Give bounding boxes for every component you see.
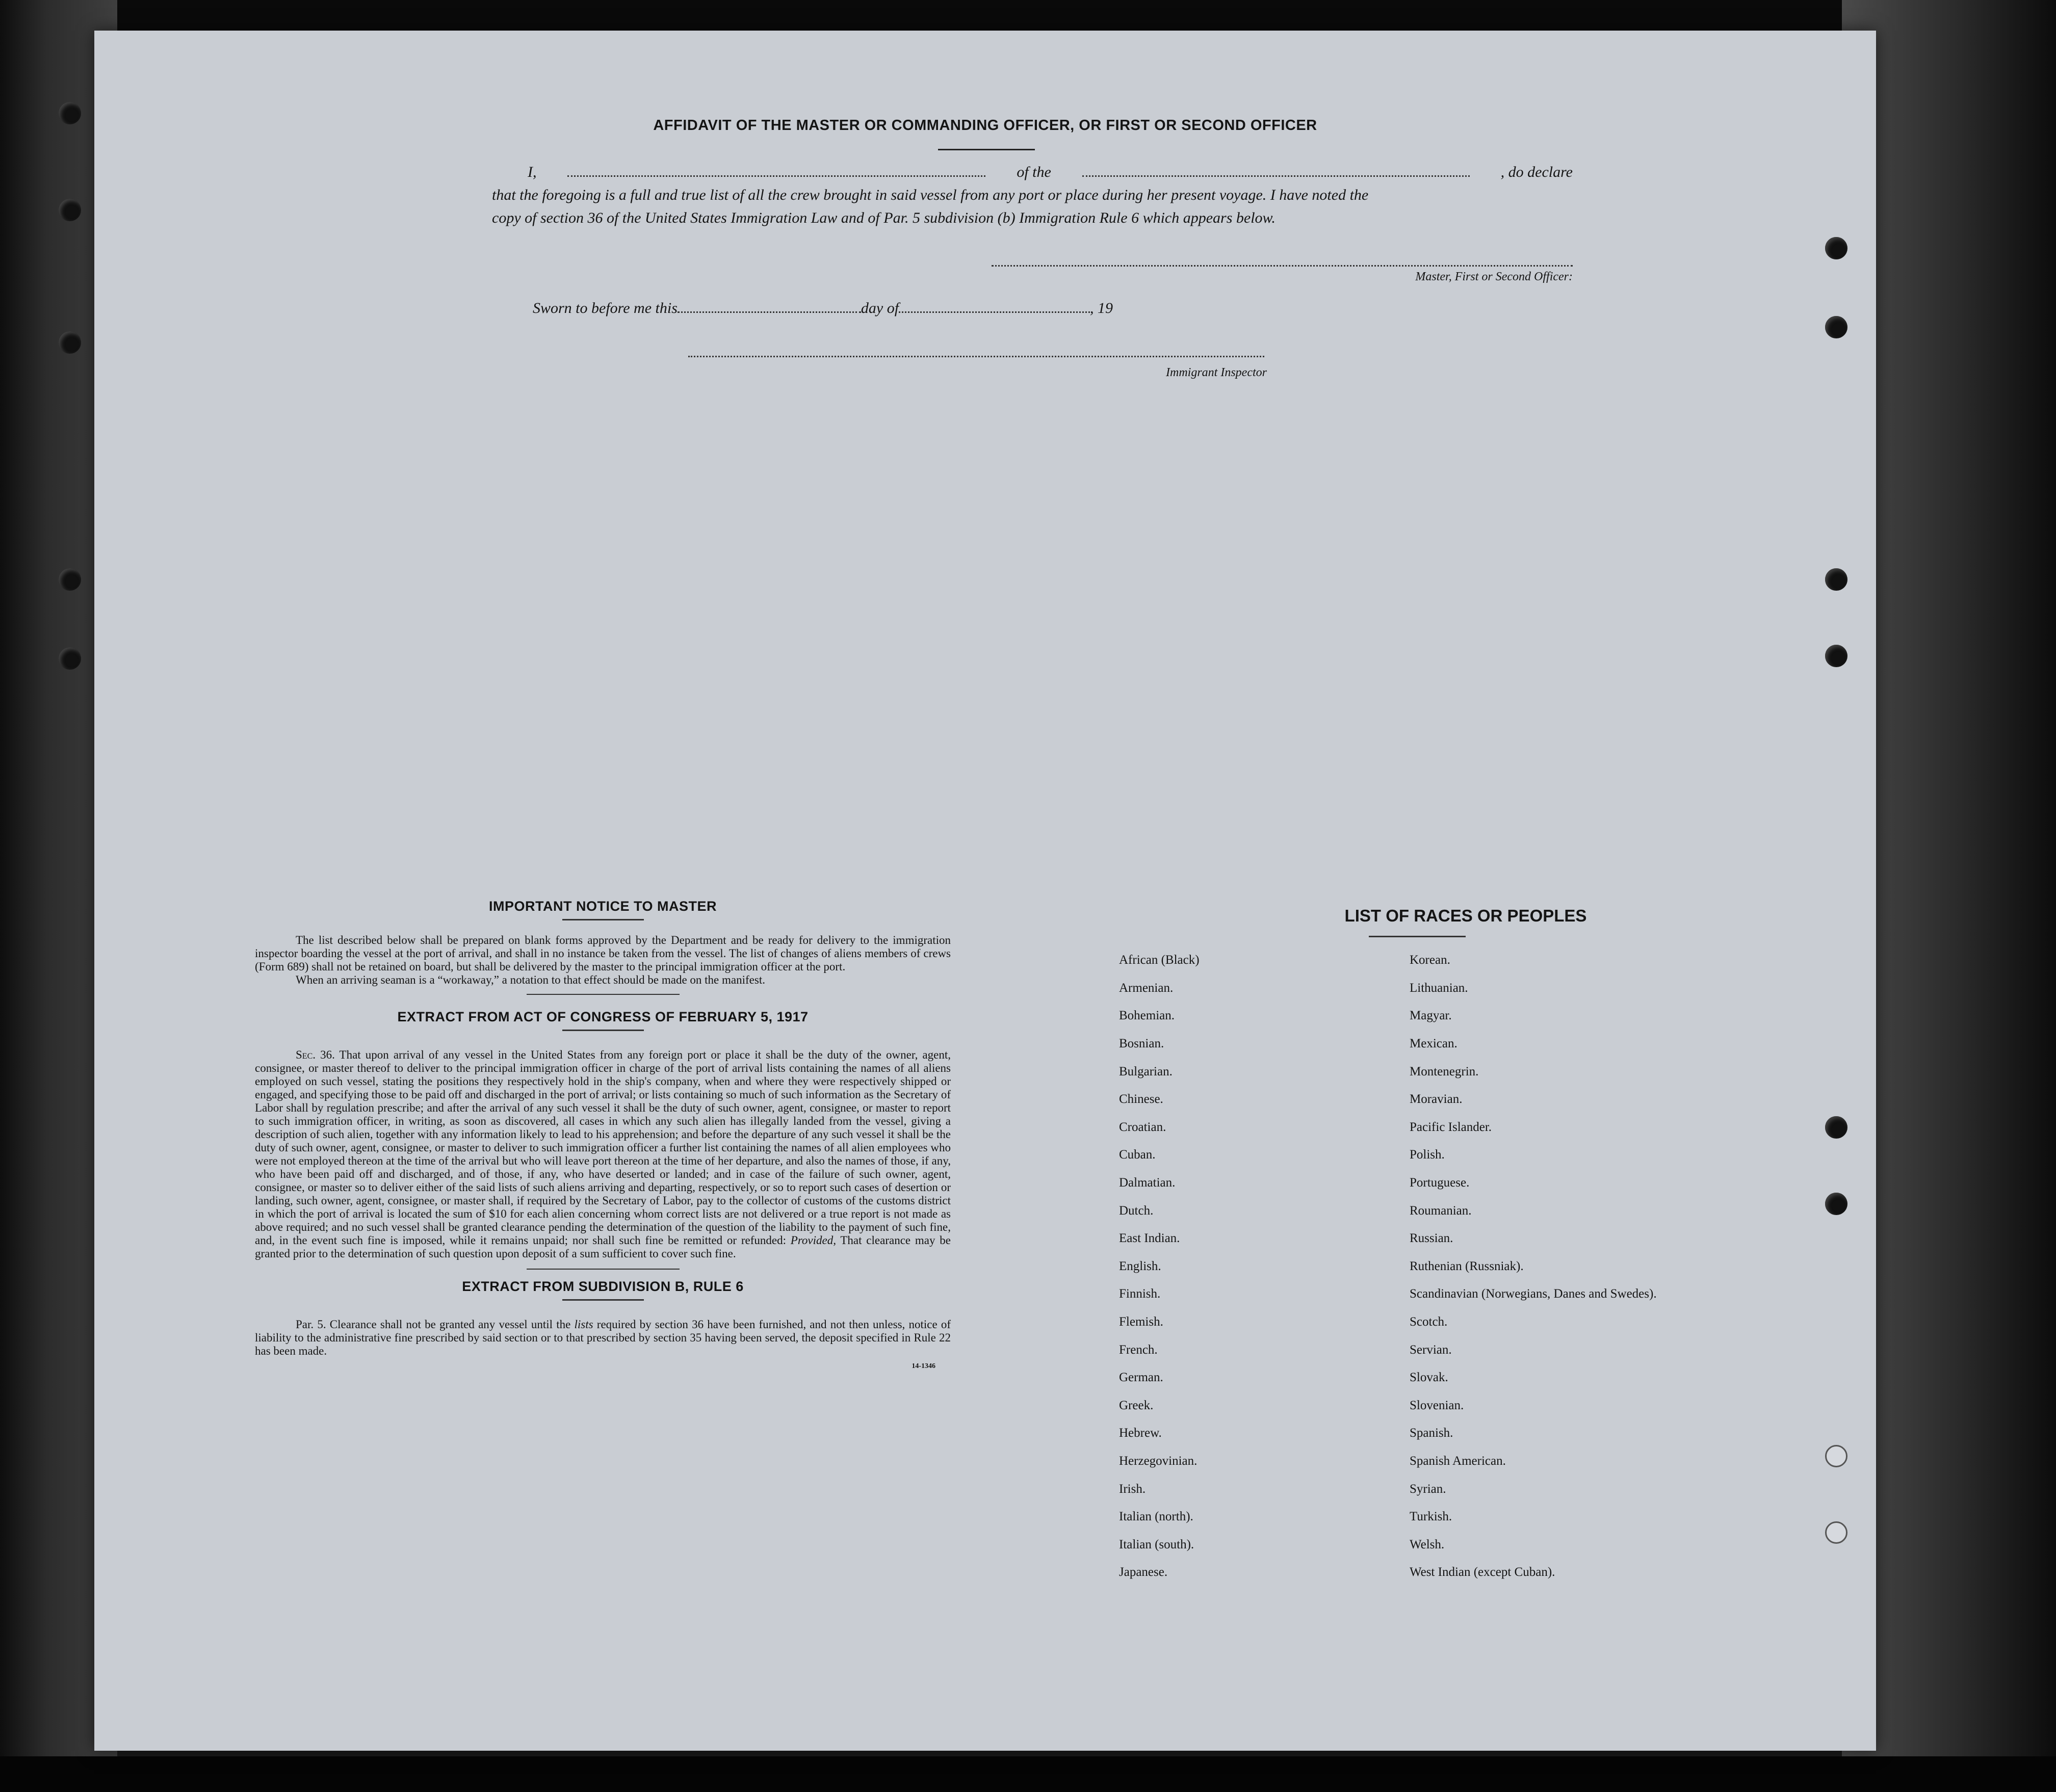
race-item: Moravian. [1410,1092,1463,1106]
race-row [1119,1197,1736,1225]
race-row [1119,1559,1736,1587]
notice-paragraph-2: When an arriving seaman is a “workaway,” a notation to that effect should be made on the manifest. [296,973,765,986]
race-item: Herzegovinian. [1119,1454,1198,1468]
affidavit-title: AFFIDAVIT OF THE MASTER OR COMMANDING OFFICER, OR FIRST OR SECOND OFFICER [653,117,1317,134]
rule6-body-start: Par. 5. Clearance shall not be granted any vessel until the [296,1318,571,1331]
notice-paragraph-1: The list described below shall be prepared on blank forms approved by the Department and be ready for delivery to the immigration inspector boarding the vessel at the port of arrival, and shall in no instance be taken from the vessel. The list of changes of aliens members of crews (Form 689) shall not be retained on board, but shall be delivered by the master to the principal immigration officer at the port. [255,934,951,973]
race-item: Slovenian. [1410,1398,1464,1412]
race-item: Lithuanian. [1410,981,1468,995]
race-row [1119,974,1736,1003]
race-row [1119,1503,1736,1531]
race-item: Spanish American. [1410,1454,1506,1468]
punch-hole [1825,645,1847,667]
race-item: African (Black) [1119,953,1200,967]
race-item: West Indian (except Cuban). [1410,1565,1555,1579]
race-item: Dutch. [1119,1203,1154,1218]
act-title: EXTRACT FROM ACT OF CONGRESS OF FEBRUARY 5, 1917 [397,1009,809,1024]
race-item: Scandinavian (Norwegians, Danes and Swedes). [1410,1287,1657,1301]
punch-hole [1825,1116,1847,1139]
affidavit-body [492,161,1573,229]
inspector-signature-line [688,356,1264,357]
punch-hole [1825,1445,1847,1467]
affidavit-i-label: I, [528,164,537,180]
punch-hole [59,568,81,591]
inspector-label: Immigrant Inspector [1166,366,1267,379]
notice-column [255,900,951,1373]
title-underline [938,149,1035,150]
race-item: Portuguese. [1410,1176,1470,1190]
race-row [1119,946,1736,974]
divider [527,994,680,995]
race-item: Finnish. [1119,1287,1161,1301]
race-item: Slovak. [1410,1371,1448,1385]
scan-background-bottom [0,1756,2056,1792]
race-item: Greek. [1119,1398,1154,1412]
race-item: East Indian. [1119,1231,1180,1246]
rule6-paragraph [255,1318,951,1358]
race-item: Ruthenian (Russniak). [1410,1259,1524,1273]
punch-hole [1825,1521,1847,1544]
race-item: Spanish. [1410,1426,1453,1440]
race-item: Magyar. [1410,1009,1452,1023]
race-row [1119,1030,1736,1058]
punch-hole [59,102,81,124]
race-row [1119,1447,1736,1475]
race-row [1119,1364,1736,1392]
form-number: 14-1346 [912,1362,935,1370]
race-row [1119,1475,1736,1503]
act-body-end: That clearance may be granted prior to the determination of such question upon deposit of a sum sufficient to cover such fine. [255,1234,951,1260]
notice-title: IMPORTANT NOTICE TO MASTER [489,899,717,914]
sworn-day-blank [678,311,861,313]
vessel-blank [1082,175,1470,177]
document-page [94,31,1876,1751]
affidavit-line-1 [492,161,1573,183]
act-body: That upon arrival of any vessel in the United States from any foreign port or place it shall be the duty of the owner, agent, consignee, or master thereof to deliver to the principal immigration officer in charge of the port of arrival lists containing the names of all aliens employed on such vessel, stating the positions they respectively hold in the ship's company, when and where they were respectively shipped or engaged, and specifying those to be paid off and discharged in the port of arrival; or lists containing so much of such information as the Secretary of Labor shall by regulation prescribe; and after the arrival of any such vessel it shall be the duty of such owner, agent, consignee, or master to report to such immigration officer, in writing, as soon as discovered, all cases in which any such alien has illegally landed from the vessel, giving a description of such alien, together with any information likely to lead to his apprehension; and before the departure of any such vessel it shall be the duty of such owner, agent, consignee, or master to deliver to such immigration officer a further list containing the names of all alien employees who were not employed thereon at the time of the arrival but who will leave port thereon at the time of her departure, and also the names of those, if any, who have been paid off and discharged, and of those, if any, who have deserted or landed; and in case of the failure of such owner, agent, consignee, or master so to deliver either of the said lists of such aliens arriving and departing, respectively, or so to report such cases of desertion or landing, such owner, agent, consignee, or master shall, if required by the Secretary of Labor, pay to the collector of customs of the customs district in which the port of arrival is located the sum of $10 for each alien concerning whom correct lists are not delivered or a true report is not made as above required; and no such vessel shall be granted clearance pending the determination of the question of the liability to the payment of such fine, and, in the event such fine is imposed, while it remains unpaid; nor shall such fine be remitted or refunded: [255,1048,951,1247]
sworn-line [533,300,1246,317]
sworn-prefix: Sworn to before me this [533,300,678,317]
punch-hole [1825,316,1847,338]
race-row [1119,1141,1736,1169]
race-row [1119,1336,1736,1364]
race-item: Servian. [1410,1342,1452,1357]
race-item: Dalmatian. [1119,1176,1176,1190]
race-item: Bosnian. [1119,1037,1164,1051]
act-provided: Provided, [790,1234,836,1247]
race-row [1119,1392,1736,1420]
races-list [1119,946,1736,1587]
race-item: Korean. [1410,953,1450,967]
race-row [1119,1002,1736,1030]
race-row [1119,1308,1736,1336]
race-item: Bohemian. [1119,1009,1175,1023]
divider [527,1269,680,1270]
race-item: Syrian. [1410,1482,1446,1496]
race-row [1119,1169,1736,1197]
sworn-day-of: day of [861,300,899,317]
master-signature-label: Master, First or Second Officer: [1415,270,1573,283]
punch-hole [1825,568,1847,591]
race-item: Italian (south). [1119,1537,1194,1551]
race-item: Flemish. [1119,1315,1163,1329]
divider [562,1030,644,1031]
divider [1369,936,1466,937]
race-item: Chinese. [1119,1092,1163,1106]
race-row [1119,1114,1736,1142]
sworn-month-blank [899,311,1090,313]
name-blank [567,175,985,177]
race-row [1119,1419,1736,1447]
punch-hole [59,647,81,670]
race-row [1119,1253,1736,1281]
race-row [1119,1086,1736,1114]
master-signature-line [992,265,1573,267]
race-item: German. [1119,1371,1163,1385]
race-row [1119,1531,1736,1559]
affidavit-line-3: copy of section 36 of the United States Immigration Law and of Par. 5 subdivision (b) Immigration Rule 6 which appears below. [492,209,1276,226]
rule6-title: EXTRACT FROM SUBDIVISION B, RULE 6 [462,1279,744,1294]
divider [562,1299,644,1301]
sworn-year: , 19 [1090,300,1113,317]
act-paragraph [255,1048,951,1260]
race-row [1119,1280,1736,1308]
race-row [1119,1225,1736,1253]
race-row [1119,1058,1736,1086]
race-item: Pacific Islander. [1410,1120,1492,1134]
race-item: Croatian. [1119,1120,1166,1134]
punch-hole [59,331,81,354]
race-item: Hebrew. [1119,1426,1162,1440]
race-item: English. [1119,1259,1161,1273]
punch-hole [59,199,81,221]
race-item: Japanese. [1119,1565,1168,1579]
race-item: Turkish. [1410,1510,1452,1524]
race-item: Polish. [1410,1148,1445,1162]
affidavit-declare-label: , do declare [1500,164,1573,180]
divider [562,919,644,920]
race-item: Scotch. [1410,1315,1448,1329]
race-item: Cuban. [1119,1148,1156,1162]
races-title: LIST OF RACES OR PEOPLES [1344,906,1587,925]
race-item: Irish. [1119,1482,1146,1496]
race-item: Italian (north). [1119,1510,1193,1524]
race-item: Bulgarian. [1119,1064,1173,1078]
rule6-lists-word: lists [574,1318,593,1331]
race-item: Montenegrin. [1410,1064,1479,1078]
race-item: Roumanian. [1410,1203,1472,1218]
affidavit-line-2: that the foregoing is a full and true list of all the crew brought in said vessel from any port or place during her present voyage. I have noted the [492,187,1369,203]
punch-hole [1825,237,1847,259]
rule6-body-end: required by section 36 have been furnished, and not then unless, notice of liability to the administrative fine prescribed by said section or to that prescribed by section 35 having been served, the deposit specified in Rule 22 has been made. [255,1318,951,1357]
punch-hole [1825,1193,1847,1215]
affidavit-of-the-label: of the [1017,164,1051,180]
race-item: Welsh. [1410,1537,1445,1551]
race-item: Armenian. [1119,981,1174,995]
act-section-label: Sec. 36. [296,1048,335,1061]
race-item: Mexican. [1410,1037,1458,1051]
race-item: French. [1119,1342,1158,1357]
race-item: Russian. [1410,1231,1453,1246]
